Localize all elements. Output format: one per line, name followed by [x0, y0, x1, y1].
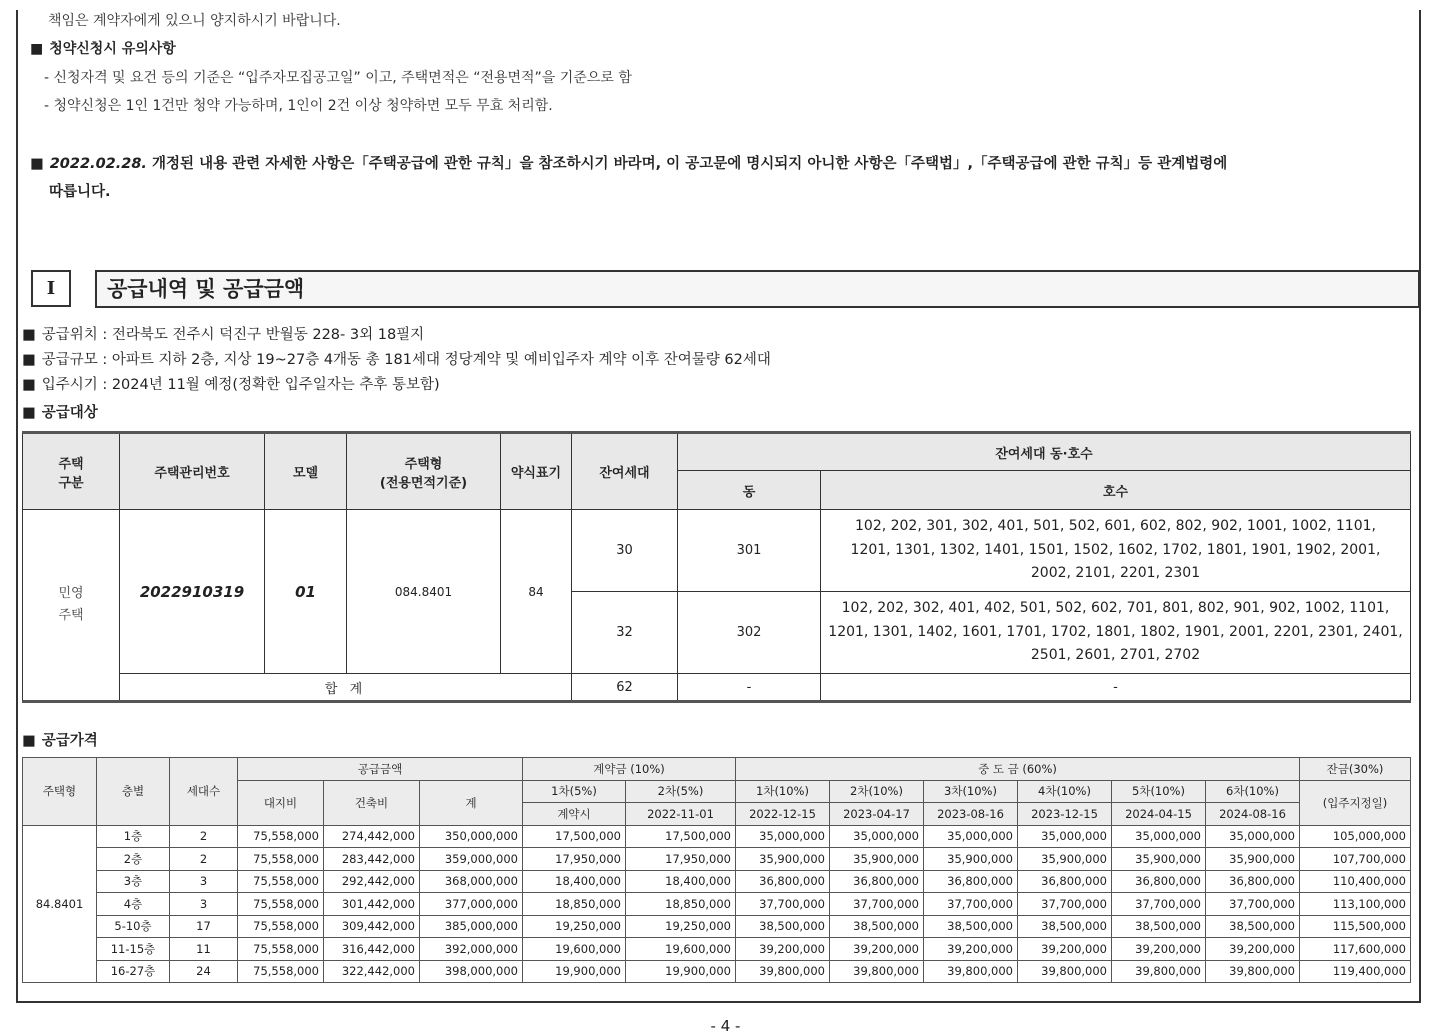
header-supply-amount: 공급금액 [238, 758, 523, 781]
amount-cell: 75,558,000 [238, 960, 324, 983]
amount-cell: 105,000,000 [1300, 825, 1411, 848]
amount-cell: 301,442,000 [324, 893, 420, 916]
header-housing-class: 주택 구분 [23, 433, 120, 510]
amount-cell: 35,900,000 [736, 848, 830, 871]
amount-cell: 39,800,000 [1112, 960, 1206, 983]
price-row [23, 915, 1411, 938]
amount-cell: 35,000,000 [736, 825, 830, 848]
amount-cell: 35,000,000 [1206, 825, 1300, 848]
amount-cell: 38,500,000 [736, 915, 830, 938]
caution-heading: ■ 청약신청시 유의사항 [30, 41, 176, 57]
amount-cell: 39,800,000 [830, 960, 924, 983]
amount-cell: 38,500,000 [1018, 915, 1112, 938]
amount-cell: 37,700,000 [1206, 893, 1300, 916]
supply-target-table [22, 431, 1411, 703]
floor-cell: 2층 [97, 848, 170, 871]
revision-date: 2022.02.28. [49, 156, 147, 172]
amount-cell: 35,900,000 [1112, 848, 1206, 871]
amount-cell: 359,000,000 [420, 848, 523, 871]
amount-cell: 117,600,000 [1300, 938, 1411, 961]
housing-class: 민영 주택 [23, 510, 120, 702]
header-balance: 잔금(30%) [1300, 758, 1411, 781]
amount-cell: 17,950,000 [626, 848, 736, 871]
amount-cell: 35,900,000 [1018, 848, 1112, 871]
price-row [23, 848, 1411, 871]
amount-cell: 38,500,000 [830, 915, 924, 938]
amount-cell: 75,558,000 [238, 915, 324, 938]
remaining-count: 32 [572, 592, 678, 674]
amount-cell: 35,000,000 [1112, 825, 1206, 848]
floor-cell: 5-10층 [97, 915, 170, 938]
amount-cell: 35,000,000 [924, 825, 1018, 848]
floor-cell: 4층 [97, 893, 170, 916]
amount-cell: 113,100,000 [1300, 893, 1411, 916]
amount-cell: 115,500,000 [1300, 915, 1411, 938]
price-row [23, 938, 1411, 961]
floor-cell: 16-27층 [97, 960, 170, 983]
header-m3-date: 2023-08-16 [924, 803, 1018, 826]
info-location: ■ 공급위치 : 전라북도 전주시 덕진구 반월동 228- 3외 18필지 [22, 327, 425, 343]
short-label: 84 [501, 510, 572, 674]
amount-cell: 39,200,000 [830, 938, 924, 961]
amount-cell: 35,900,000 [924, 848, 1018, 871]
header-remaining: 잔여세대 [572, 433, 678, 510]
amount-cell: 17,500,000 [523, 825, 626, 848]
section-number: I [31, 270, 71, 307]
amount-cell: 368,000,000 [420, 870, 523, 893]
units-cell: 3 [170, 893, 238, 916]
amount-cell: 39,800,000 [924, 960, 1018, 983]
amount-cell: 75,558,000 [238, 870, 324, 893]
header-d2: 2차(5%) [626, 780, 736, 803]
amount-cell: 107,700,000 [1300, 848, 1411, 871]
ho-list: 102, 202, 302, 401, 402, 501, 502, 602, 701, 801, 802, 901, 902, 1002, 1101, 1201, 1301, 1402, 1601, 1701, 1702, 1801, 1802, 1901, 2001, 2201, 2301, 2401, 2501, 2601, 2701, 2702 [821, 592, 1411, 674]
housing-type: 084.8401 [347, 510, 501, 674]
header-m3: 3차(10%) [924, 780, 1018, 803]
units-cell: 11 [170, 938, 238, 961]
ho-list: 102, 202, 301, 302, 401, 501, 502, 601, 602, 802, 902, 1001, 1002, 1101, 1201, 1301, 1302, 1401, 1501, 1502, 1602, 1702, 1801, 1901, 1902, 2001, 2002, 2101, 2201, 2301 [821, 510, 1411, 592]
amount-cell: 17,950,000 [523, 848, 626, 871]
amount-cell: 37,700,000 [736, 893, 830, 916]
remaining-count: 30 [572, 510, 678, 592]
price-row [23, 870, 1411, 893]
header-m4-date: 2023-12-15 [1018, 803, 1112, 826]
page-number: - 4 - [710, 1017, 741, 1035]
header-type: 주택형 [23, 758, 97, 826]
header-m1-date: 2022-12-15 [736, 803, 830, 826]
amount-cell: 39,800,000 [1206, 960, 1300, 983]
amount-cell: 309,442,000 [324, 915, 420, 938]
amount-cell: 75,558,000 [238, 848, 324, 871]
header-m6-date: 2024-08-16 [1206, 803, 1300, 826]
amount-cell: 38,500,000 [1206, 915, 1300, 938]
amount-cell: 17,500,000 [626, 825, 736, 848]
header-m2: 2차(10%) [830, 780, 924, 803]
price-row [23, 893, 1411, 916]
amount-cell: 385,000,000 [420, 915, 523, 938]
amount-cell: 37,700,000 [830, 893, 924, 916]
header-housing-type: 주택형 (전용면적기준) [347, 433, 501, 510]
amount-cell: 36,800,000 [924, 870, 1018, 893]
amount-cell: 38,500,000 [924, 915, 1018, 938]
units-cell: 17 [170, 915, 238, 938]
amount-cell: 19,900,000 [626, 960, 736, 983]
amount-cell: 18,400,000 [523, 870, 626, 893]
header-land: 대지비 [238, 780, 324, 825]
dong: 302 [678, 592, 821, 674]
amount-cell: 36,800,000 [830, 870, 924, 893]
amount-cell: 110,400,000 [1300, 870, 1411, 893]
amount-cell: 19,250,000 [626, 915, 736, 938]
header-floor: 층별 [97, 758, 170, 826]
amount-cell: 19,250,000 [523, 915, 626, 938]
amount-cell: 75,558,000 [238, 893, 324, 916]
info-scale: ■ 공급규모 : 아파트 지하 2층, 지상 19~27층 4개동 총 181세대 정당계약 및 예비입주자 계약 이후 잔여물량 62세대 [22, 352, 771, 368]
caution-item: - 청약신청은 1인 1건만 청약 가능하며, 1인이 2건 이상 청약하면 모두 무효 처리함. [44, 98, 553, 114]
header-m5: 5차(10%) [1112, 780, 1206, 803]
amount-cell: 316,442,000 [324, 938, 420, 961]
dong: 301 [678, 510, 821, 592]
amount-cell: 36,800,000 [736, 870, 830, 893]
amount-cell: 39,800,000 [1018, 960, 1112, 983]
price-row [23, 825, 1411, 848]
amount-cell: 398,000,000 [420, 960, 523, 983]
section-title: 공급내역 및 공급금액 [95, 270, 1420, 308]
amount-cell: 350,000,000 [420, 825, 523, 848]
model: 01 [265, 510, 347, 674]
header-ho: 호수 [821, 471, 1411, 510]
header-d1: 1차(5%) [523, 780, 626, 803]
floor-cell: 3층 [97, 870, 170, 893]
amount-cell: 39,200,000 [924, 938, 1018, 961]
amount-cell: 75,558,000 [238, 825, 324, 848]
caution-item: - 신청자격 및 요건 등의 기준은 “입주자모집공고일” 이고, 주택면적은 “전용면적”을 기준으로 함 [44, 70, 632, 86]
header-m2-date: 2023-04-17 [830, 803, 924, 826]
amount-cell: 36,800,000 [1018, 870, 1112, 893]
total-ho: - [821, 674, 1411, 702]
amount-cell: 274,442,000 [324, 825, 420, 848]
total-dong: - [678, 674, 821, 702]
units-cell: 2 [170, 848, 238, 871]
info-move-in: ■ 입주시기 : 2024년 11월 예정(정확한 입주일자는 추후 통보함) [22, 377, 440, 393]
total-label: 합 계 [120, 674, 572, 702]
amount-cell: 39,200,000 [736, 938, 830, 961]
amount-cell: 18,400,000 [626, 870, 736, 893]
price-table [22, 757, 1411, 983]
amount-cell: 75,558,000 [238, 938, 324, 961]
header-short: 약식표기 [501, 433, 572, 510]
header-remaining-units: 잔여세대 동·호수 [678, 433, 1411, 471]
price-row [23, 960, 1411, 983]
amount-cell: 39,200,000 [1206, 938, 1300, 961]
header-balance-when: (입주지정일) [1300, 780, 1411, 825]
amount-cell: 19,600,000 [626, 938, 736, 961]
amount-cell: 377,000,000 [420, 893, 523, 916]
header-mgmt-no: 주택관리번호 [120, 433, 265, 510]
amount-cell: 37,700,000 [1018, 893, 1112, 916]
mgmt-no: 2022910319 [120, 510, 265, 674]
amount-cell: 36,800,000 [1206, 870, 1300, 893]
amount-cell: 283,442,000 [324, 848, 420, 871]
amount-cell: 18,850,000 [626, 893, 736, 916]
price-heading: ■ 공급가격 [22, 733, 98, 749]
amount-cell: 35,900,000 [1206, 848, 1300, 871]
amount-cell: 119,400,000 [1300, 960, 1411, 983]
floor-cell: 1층 [97, 825, 170, 848]
amount-cell: 37,700,000 [1112, 893, 1206, 916]
amount-cell: 39,200,000 [1018, 938, 1112, 961]
units-cell: 3 [170, 870, 238, 893]
amount-cell: 35,000,000 [1018, 825, 1112, 848]
total-remaining: 62 [572, 674, 678, 702]
header-m4: 4차(10%) [1018, 780, 1112, 803]
housing-type-cell: 84.8401 [23, 825, 97, 983]
header-middle-payment: 중 도 금 (60%) [736, 758, 1300, 781]
revision-notice: ■ 2022.02.28. 개정된 내용 관련 자세한 사항은「주택공급에 관한 규칙」을 참조하시기 바라며, 이 공고문에 명시되지 아니한 사항은「주택법」,「주택공급에 관한 규칙」등 관계법령에 [30, 156, 1228, 172]
amount-cell: 322,442,000 [324, 960, 420, 983]
amount-cell: 292,442,000 [324, 870, 420, 893]
amount-cell: 19,900,000 [523, 960, 626, 983]
header-building: 건축비 [324, 780, 420, 825]
amount-cell: 39,800,000 [736, 960, 830, 983]
header-m1: 1차(10%) [736, 780, 830, 803]
amount-cell: 35,000,000 [830, 825, 924, 848]
supply-target-heading: ■ 공급대상 [22, 405, 98, 421]
amount-cell: 39,200,000 [1112, 938, 1206, 961]
header-m6: 6차(10%) [1206, 780, 1300, 803]
units-cell: 2 [170, 825, 238, 848]
header-deposit: 계약금 (10%) [523, 758, 736, 781]
notice-top-line: 책임은 계약자에게 있으니 양지하시기 바랍니다. [48, 13, 341, 29]
header-units: 세대수 [170, 758, 238, 826]
header-model: 모델 [265, 433, 347, 510]
amount-cell: 35,900,000 [830, 848, 924, 871]
header-total: 계 [420, 780, 523, 825]
amount-cell: 36,800,000 [1112, 870, 1206, 893]
amount-cell: 19,600,000 [523, 938, 626, 961]
header-d1-when: 계약시 [523, 803, 626, 826]
header-d2-when: 2022-11-01 [626, 803, 736, 826]
amount-cell: 18,850,000 [523, 893, 626, 916]
amount-cell: 37,700,000 [924, 893, 1018, 916]
header-dong: 동 [678, 471, 821, 510]
floor-cell: 11-15층 [97, 938, 170, 961]
units-cell: 24 [170, 960, 238, 983]
amount-cell: 38,500,000 [1112, 915, 1206, 938]
header-m5-date: 2024-04-15 [1112, 803, 1206, 826]
amount-cell: 392,000,000 [420, 938, 523, 961]
revision-notice-cont: 따릅니다. [49, 184, 111, 200]
